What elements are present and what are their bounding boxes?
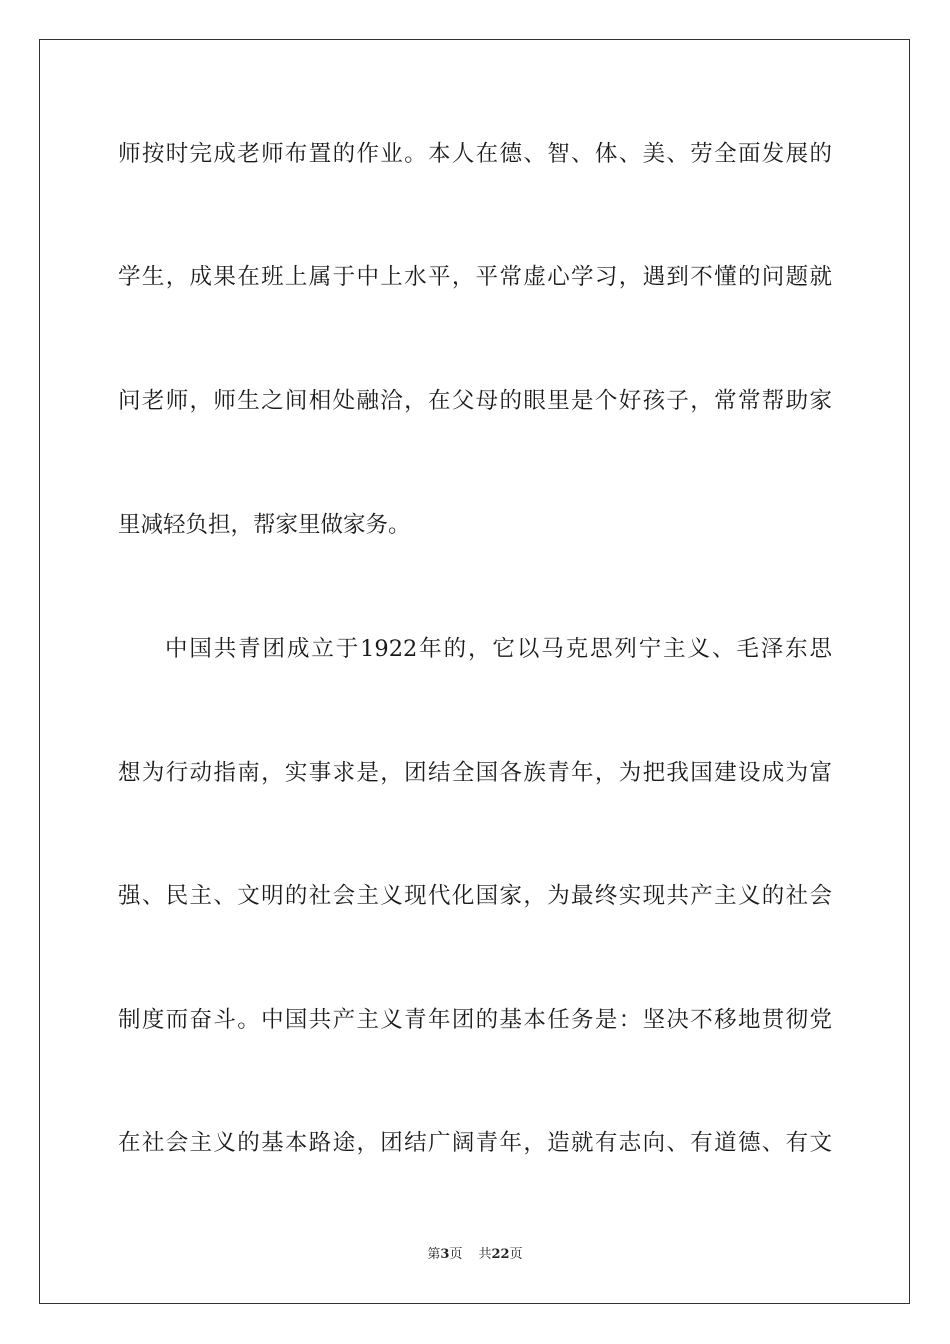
- text-line-paragraph-end: 里减轻负担，帮家里做家务。: [118, 512, 411, 538]
- text-line: 在社会主义的基本路途，团结广阔青年，造就有志向、有道德、有文: [118, 1130, 832, 1156]
- page-border: [39, 39, 910, 1304]
- footer-total-prefix: 共: [478, 1247, 492, 1262]
- text-line: 师按时完成老师布置的作业。本人在德、智、体、美、劳全面发展的: [118, 141, 832, 167]
- footer-total-pages: 22: [491, 1247, 510, 1262]
- text-line-paragraph-start: 中国共青团成立于1922年的，它以马克思列宁主义、毛泽东思: [165, 636, 832, 662]
- text-line: 想为行动指南，实事求是，团结全国各族青年，为把我国建设成为富: [118, 760, 832, 786]
- text-line: 问老师，师生之间相处融洽，在父母的眼里是个好孩子，常常帮助家: [118, 388, 832, 414]
- text-line: 制度而奋斗。中国共产主义青年团的基本任务是：坚决不移地贯彻党: [118, 1007, 832, 1033]
- footer-page-prefix: 第: [427, 1247, 441, 1262]
- text-line: 学生，成果在班上属于中上水平，平常虚心学习，遇到不懂的问题就: [118, 264, 832, 290]
- footer-page-number: 3: [440, 1247, 450, 1262]
- footer-page-suffix: 页: [449, 1247, 463, 1262]
- text-line: 强、民主、文明的社会主义现代化国家，为最终实现共产主义的社会: [118, 883, 832, 909]
- footer-total-suffix: 页: [509, 1247, 523, 1262]
- page-footer: [0, 1246, 950, 1264]
